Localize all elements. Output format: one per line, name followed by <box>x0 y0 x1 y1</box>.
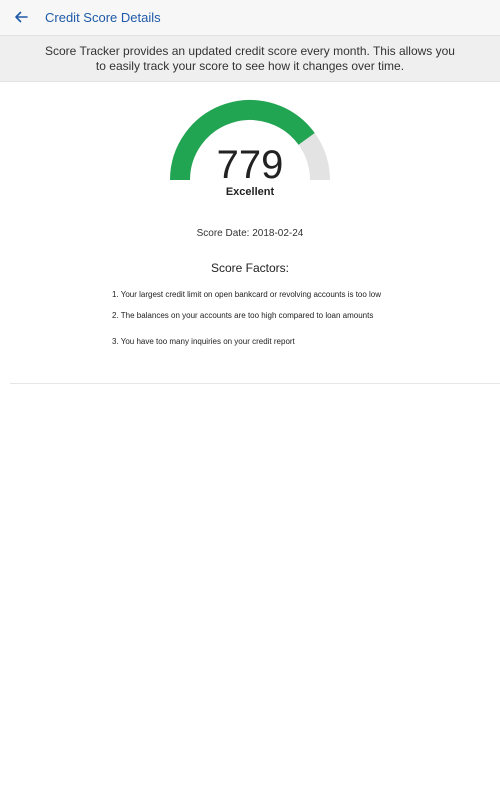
score-rating: Excellent <box>225 186 275 198</box>
score-factor-item: 1. Your largest credit limit on open bankcard or revolving accounts is too low <box>112 290 382 299</box>
score-date: Score Date: 2018-02-24 <box>196 228 304 239</box>
score-factor-item: 2. The balances on your accounts are too high compared to loan amounts <box>112 311 374 320</box>
page-title: Credit Score Details <box>45 10 161 25</box>
score-gauge <box>0 82 500 212</box>
info-banner-text: Score Tracker provides an updated credit score every month. This allows you to easily track your score to see how it changes over time. <box>45 43 455 73</box>
score-factors-list <box>112 290 417 363</box>
back-button[interactable] <box>8 4 34 30</box>
arrow-left-icon <box>14 10 28 24</box>
score-value: 779 <box>216 143 284 187</box>
score-factors-title: Score Factors: <box>210 261 290 275</box>
app-bar <box>0 0 500 36</box>
score-factor-item: 3. You have too many inquiries on your credit report <box>112 337 295 346</box>
section-divider <box>10 383 500 384</box>
info-banner <box>0 36 500 82</box>
